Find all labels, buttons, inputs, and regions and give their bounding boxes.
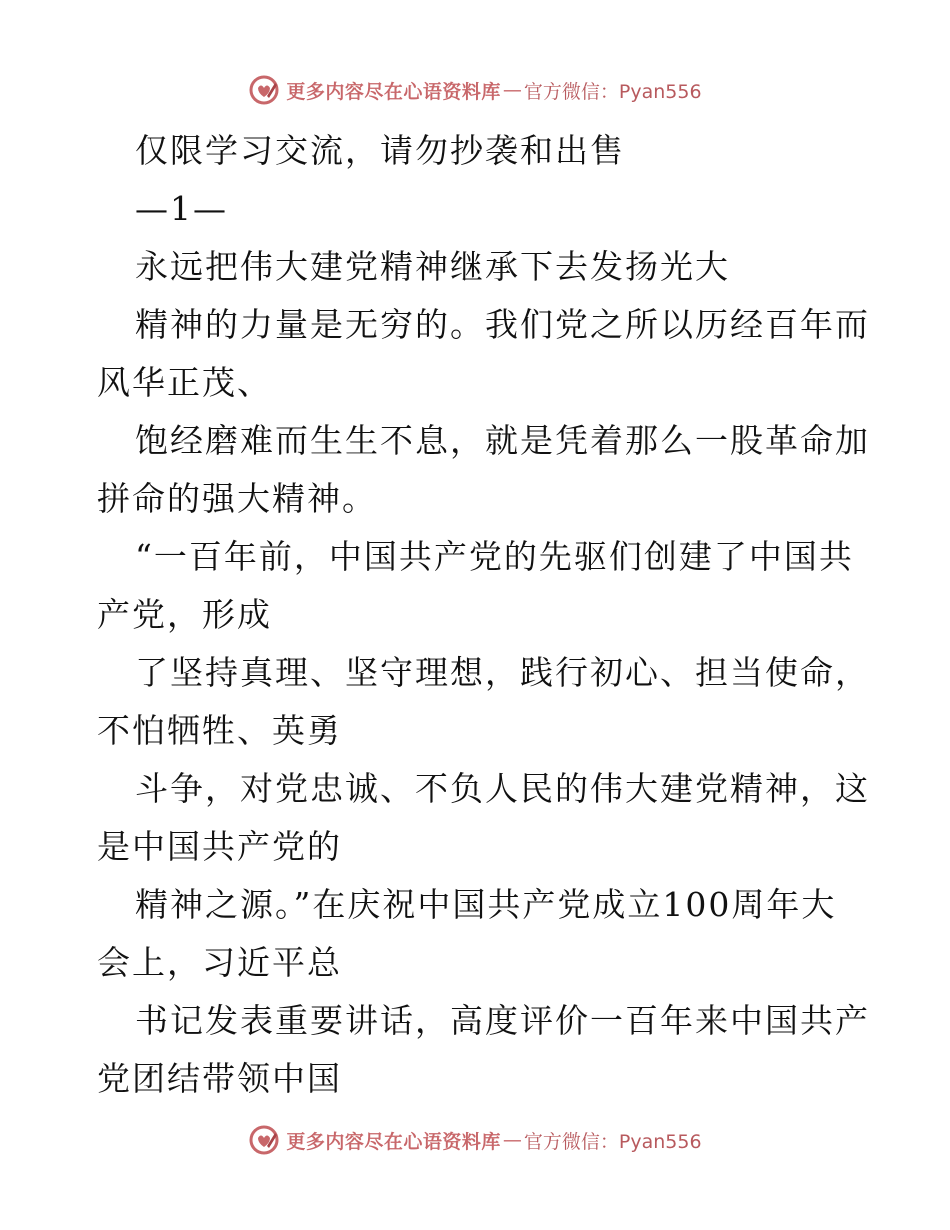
document-body: [97, 122, 870, 1108]
text-line: 精神之源。”在庆祝中国共产党成立100周年大: [135, 885, 837, 924]
watermark-separator: —: [502, 79, 522, 101]
text-line: 斗争，对党忠诚、不负人民的伟大建党精神，这: [135, 769, 870, 808]
section-title: 永远把伟大建党精神继承下去发扬光大: [135, 247, 730, 286]
text-line: 会上，习近平总: [97, 943, 342, 982]
text-line: 风华正茂、: [97, 363, 272, 402]
text-line: 是中国共产党的: [97, 827, 342, 866]
text-line: 书记发表重要讲话，高度评价一百年来中国共产: [135, 1001, 870, 1040]
heart-pen-logo-icon: [248, 1124, 280, 1156]
text-line: 了坚持真理、坚守理想，践行初心、担当使命，: [135, 653, 870, 692]
page-number: —1—: [135, 189, 228, 228]
text-line: “一百年前，中国共产党的先驱们创建了中国共: [135, 537, 854, 576]
heart-pen-logo-icon: [248, 74, 280, 106]
watermark-brand: 更多内容尽在心语资料库: [286, 1130, 501, 1153]
text-line: 仅限学习交流，请勿抄袭和出售: [135, 131, 625, 170]
text-line: 不怕牺牲、英勇: [97, 711, 342, 750]
text-line: 拼命的强大精神。: [97, 479, 377, 518]
watermark-wechat: 官方微信：Pyan556: [523, 80, 702, 103]
watermark-brand: 更多内容尽在心语资料库: [286, 80, 501, 103]
footer-watermark: [0, 1120, 950, 1160]
header-watermark: [0, 70, 950, 110]
watermark-separator: —: [502, 1129, 522, 1151]
text-line: 党团结带领中国: [97, 1059, 342, 1098]
text-line: 精神的力量是无穷的。我们党之所以历经百年而: [135, 305, 870, 344]
text-line: 饱经磨难而生生不息，就是凭着那么一股革命加: [135, 421, 870, 460]
watermark-wechat: 官方微信：Pyan556: [523, 1130, 702, 1153]
text-line: 产党，形成: [97, 595, 272, 634]
